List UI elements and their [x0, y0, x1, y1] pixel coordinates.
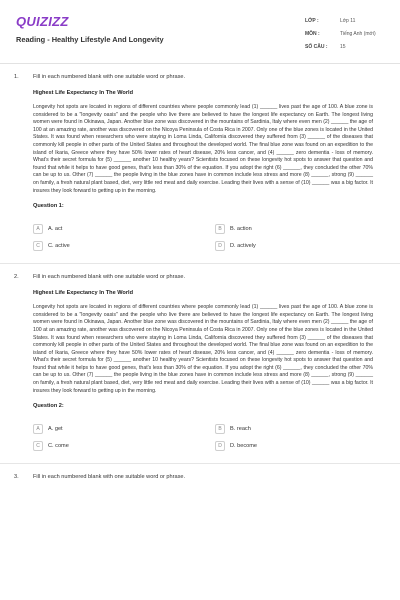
- meta-key: MÔN :: [305, 30, 320, 37]
- option-letter-box: B: [215, 224, 225, 234]
- meta-row-class: [305, 14, 395, 27]
- option-letter-box: A: [33, 424, 43, 434]
- quizizz-logo: QUIZIZZ: [16, 14, 69, 29]
- meta-row-subject: [305, 27, 395, 40]
- answer-options: [33, 423, 373, 451]
- question-number: 1.: [14, 74, 19, 80]
- option-text: B. action: [230, 225, 252, 232]
- option-c[interactable]: [33, 240, 215, 251]
- option-letter-box: C: [33, 441, 43, 451]
- instruction: Fill in each numbered blank with one suitable word or phrase.: [33, 74, 186, 80]
- option-letter-box: B: [215, 424, 225, 434]
- page-header: [0, 0, 400, 64]
- divider: [0, 463, 400, 464]
- question-label: Question 1:: [33, 203, 64, 210]
- option-d[interactable]: [215, 440, 375, 451]
- meta-value: 15: [340, 43, 346, 50]
- instruction: Fill in each numbered blank with one suitable word or phrase.: [33, 274, 186, 281]
- option-text: D. actively: [230, 242, 256, 249]
- question-number: 3.: [14, 474, 19, 481]
- option-b[interactable]: [215, 423, 375, 434]
- questions-list: [0, 74, 400, 486]
- option-text: D. become: [230, 442, 258, 449]
- divider: [0, 263, 400, 264]
- option-letter-box: D: [215, 441, 225, 451]
- option-a[interactable]: [33, 223, 215, 234]
- instruction: Fill in each numbered blank with one suitable word or phrase.: [33, 474, 186, 481]
- question-number: 2.: [14, 274, 19, 281]
- meta-value: Tiếng Anh (mới): [340, 30, 376, 37]
- meta-value: Lớp 11: [340, 17, 356, 24]
- answer-options: [33, 223, 373, 251]
- option-a[interactable]: [33, 423, 215, 434]
- meta-row-count: [305, 40, 395, 53]
- option-text: B. reach: [230, 425, 251, 432]
- passage-text: Longevity hot spots are located in regions of different countries where people commonly lead (1) ______ lives past the age of 100. A blue zone is considered to be a "longevity oasis" and the people who live there are believed to have the longest life expectancy on Earth. The longest living women were found in Okinawa, Japan. Another blue zone was discovered in the mountains of Sardinia, Italy where even men (2) ______ the age of 100 at an amazing rate, another was discovered on the Nicoya Peninsula of Costa Rica in 2007. Only one of the blue zones is located in the United States. It was found when researchers who were staying in Loma Linda, California discovered they suffered from (3) ______ of the diseases that commonly kill people in other parts of the United States and throughout the developed world. The final blue zone was found on an expedition to the island of Ikaria, Greece where they have 50% lower rates of heart disease, 20% less cancer, and (4) ______ zero dementia - loss of memory. What's their secret formula for (5) ______ another 10 healthy years? Scientists focused on these longevity hot spots to answer that question and found that while it helps to have good genes, that's less than 30% of the equation. If you adopt the right (6) ______, they concluded the other 70% can be up to us. Other (7) ______ the people living in the blue zones have in common include less stress and more (8) ______, strong (9) ______ on family, a fresh natural plant based, diet, very little red meat and daily exercise. Leading their lives with a sense of (10) ______ was a big factor. It insures they look forward to getting up in the morning.: [33, 304, 373, 394]
- option-b[interactable]: [215, 223, 375, 234]
- meta-info: [305, 14, 395, 53]
- option-c[interactable]: [33, 440, 215, 451]
- passage-text: Longevity hot spots are located in regions of different countries where people commonly lead (1) ______ lives past the age of 100. A blue zone is considered to be a "longevity oasis" and the people who live there are believed to have the longest life expectancy on Earth. The longest living women were found in Okinawa, Japan. Another blue zone was discovered in the mountains of Sardinia, Italy where even men (2) ______ the age of 100 at an amazing rate, another was discovered on the Nicoya Peninsula of Costa Rica in 2007. Only one of the blue zones is located in the United States. It was found when researchers who were staying in Loma Linda, California discovered they suffered from (3) ______ of the diseases that commonly kill people in other parts of the United States and throughout the developed world. The final blue zone was found on an expedition to the island of Ikaria, Greece where they have 50% lower rates of heart disease, 20% less cancer, and (4) ______ zero dementia - loss of memory. What's their secret formula for (5) ______ another 10 healthy years? Scientists focused on these longevity hot spots to answer that question and found that while it helps to have good genes, that's less than 30% of the equation. If you adopt the right (6) ______, they concluded the other 70% can be up to us. Other (7) ______ the people living in the blue zones have in common include less stress and more (8) ______, strong (9) ______ on family, a fresh natural plant based, diet, very little red meat and daily exercise. Leading their lives with a sense of (10) ______ was a big factor. It insures they look forward to getting up in the morning.: [33, 104, 373, 194]
- meta-key: LỚP :: [305, 17, 319, 24]
- option-letter-box: D: [215, 241, 225, 251]
- option-d[interactable]: [215, 240, 375, 251]
- option-letter-box: A: [33, 224, 43, 234]
- option-text: A. get: [48, 425, 63, 432]
- question-1: [0, 74, 400, 264]
- meta-key: SỐ CÂU :: [305, 43, 328, 50]
- option-text: C. active: [48, 242, 70, 249]
- option-text: A. act: [48, 225, 63, 232]
- question-2: [0, 274, 400, 464]
- passage-title: Highest Life Expectancy In The World: [33, 90, 133, 96]
- option-letter-box: C: [33, 241, 43, 251]
- document-title: Reading - Healthy Lifestyle And Longevity: [16, 35, 164, 44]
- passage-title: Highest Life Expectancy In The World: [33, 290, 133, 297]
- question-3: [0, 474, 400, 486]
- question-label: Question 2:: [33, 403, 64, 410]
- option-text: C. come: [48, 442, 69, 449]
